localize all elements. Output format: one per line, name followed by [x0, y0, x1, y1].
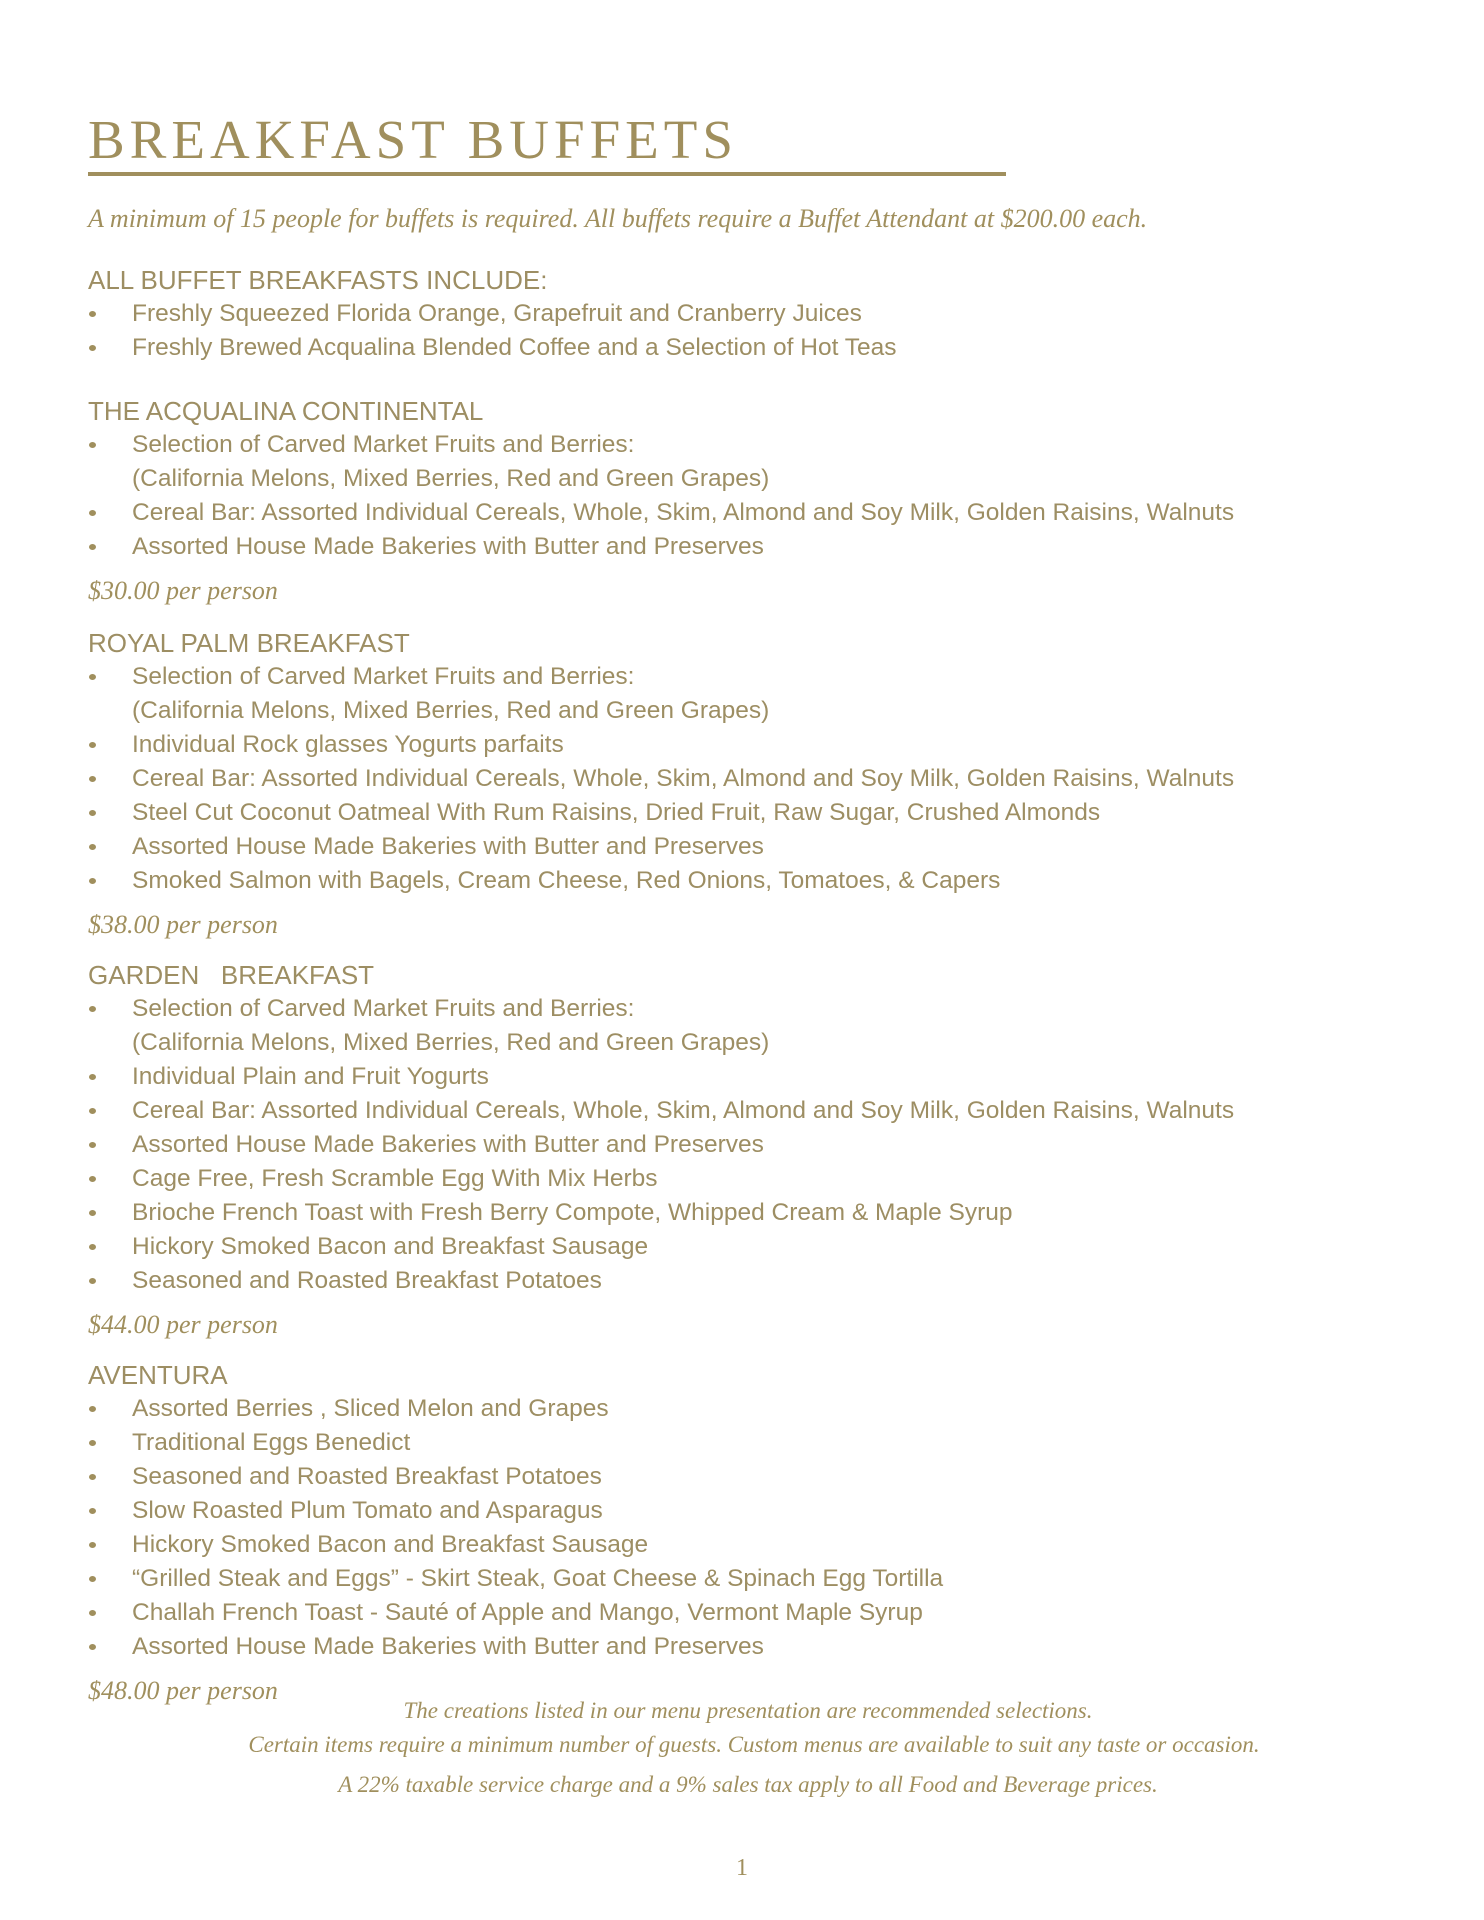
list-item: Challah French Toast - Sauté of Apple and Mango, Vermont Maple Syrup — [88, 1596, 1418, 1630]
bullet-icon — [89, 844, 96, 850]
list-item: Assorted House Made Bakeries with Butter and Preserves — [88, 530, 1418, 564]
bullet-icon — [89, 1176, 96, 1182]
list-item: Individual Plain and Fruit Yogurts — [88, 1060, 1418, 1094]
list-item: Cereal Bar: Assorted Individual Cereals, Whole, Skim, Almond and Soy Milk, Golden Raisins, Walnuts — [88, 496, 1418, 530]
continental-list — [88, 428, 1418, 564]
list-item: Cage Free, Fresh Scramble Egg With Mix Herbs — [88, 1162, 1418, 1196]
bullet-icon — [89, 1440, 96, 1446]
aventura-price: $48.00 per person — [88, 1676, 278, 1705]
list-item: Brioche French Toast with Fresh Berry Compote, Whipped Cream & Maple Syrup — [88, 1196, 1418, 1230]
bullet-icon — [89, 878, 96, 884]
garden-section — [88, 958, 1418, 1342]
list-item: Individual Rock glasses Yogurts parfaits — [88, 728, 1418, 762]
garden-heading: GARDEN BREAKFAST — [88, 960, 375, 990]
bullet-icon — [89, 311, 96, 317]
footer-line-3: A 22% taxable service charge and a 9% sales tax apply to all Food and Beverage prices. — [338, 1772, 1158, 1797]
list-item: Freshly Brewed Acqualina Blended Coffee and a Selection of Hot Teas — [88, 331, 1418, 365]
list-item: Freshly Squeezed Florida Orange, Grapefruit and Cranberry Juices — [88, 297, 1418, 331]
continental-section — [88, 394, 1418, 608]
bullet-icon — [89, 1278, 96, 1284]
bullet-icon — [89, 1074, 96, 1080]
royal-palm-list — [88, 660, 1418, 898]
bullet-icon — [89, 1610, 96, 1616]
aventura-section — [88, 1358, 1418, 1708]
list-item: Selection of Carved Market Fruits and Berries: (California Melons, Mixed Berries, Red and Green Grapes) — [88, 660, 1418, 728]
list-item: Cereal Bar: Assorted Individual Cereals, Whole, Skim, Almond and Soy Milk, Golden Raisins, Walnuts — [88, 1094, 1418, 1128]
list-item: Slow Roasted Plum Tomato and Asparagus — [88, 1494, 1418, 1528]
list-item: Seasoned and Roasted Breakfast Potatoes — [88, 1264, 1418, 1298]
royal-palm-price: $38.00 per person — [88, 910, 278, 939]
continental-heading: THE ACQUALINA CONTINENTAL — [88, 396, 484, 426]
bullet-icon — [89, 1108, 96, 1114]
intro-note: A minimum of 15 people for buffets is required. All buffets require a Buffet Attendant at $200.00 each. — [88, 204, 1148, 233]
list-item: “Grilled Steak and Eggs” - Skirt Steak, Goat Cheese & Spinach Egg Tortilla — [88, 1562, 1418, 1596]
bullet-icon — [89, 776, 96, 782]
includes-heading: ALL BUFFET BREAKFASTS INCLUDE: — [88, 265, 548, 295]
title-underline — [88, 108, 1006, 176]
bullet-icon — [89, 742, 96, 748]
bullet-icon — [89, 544, 96, 550]
list-item: Traditional Eggs Benedict — [88, 1426, 1418, 1460]
list-item: Assorted House Made Bakeries with Butter and Preserves — [88, 830, 1418, 864]
garden-price: $44.00 per person — [88, 1310, 278, 1339]
footer-notes — [0, 1694, 1484, 1802]
bullet-icon — [89, 1474, 96, 1480]
list-item: Steel Cut Coconut Oatmeal With Rum Raisins, Dried Fruit, Raw Sugar, Crushed Almonds — [88, 796, 1418, 830]
footer-line-1: The creations listed in our menu presentation are recommended selections. — [403, 1698, 1093, 1723]
bullet-icon — [89, 442, 96, 448]
royal-palm-section — [88, 626, 1418, 942]
list-item: Cereal Bar: Assorted Individual Cereals, Whole, Skim, Almond and Soy Milk, Golden Raisins, Walnuts — [88, 762, 1418, 796]
bullet-icon — [89, 1006, 96, 1012]
garden-list — [88, 992, 1418, 1298]
list-item: Hickory Smoked Bacon and Breakfast Sausage — [88, 1528, 1418, 1562]
bullet-icon — [89, 1210, 96, 1216]
list-item: Seasoned and Roasted Breakfast Potatoes — [88, 1460, 1418, 1494]
bullet-icon — [89, 510, 96, 516]
bullet-icon — [89, 674, 96, 680]
bullet-icon — [89, 1142, 96, 1148]
bullet-icon — [89, 1542, 96, 1548]
page-number: 1 — [736, 1855, 748, 1881]
list-item: Assorted House Made Bakeries with Butter and Preserves — [88, 1128, 1418, 1162]
list-item: Assorted Berries , Sliced Melon and Grapes — [88, 1392, 1418, 1426]
aventura-list — [88, 1392, 1418, 1664]
bullet-icon — [89, 1406, 96, 1412]
includes-section — [88, 263, 1418, 365]
continental-price: $30.00 per person — [88, 576, 278, 605]
bullet-icon — [89, 1508, 96, 1514]
bullet-icon — [89, 1644, 96, 1650]
bullet-icon — [89, 1244, 96, 1250]
page-title: BREAKFAST BUFFETS — [88, 109, 738, 170]
bullet-icon — [89, 345, 96, 351]
bullet-icon — [89, 1576, 96, 1582]
list-item: Hickory Smoked Bacon and Breakfast Sausage — [88, 1230, 1418, 1264]
footer-line-2: Certain items require a minimum number of guests. Custom menus are available to suit any taste or occasion. — [248, 1732, 1260, 1757]
list-item: Selection of Carved Market Fruits and Berries: (California Melons, Mixed Berries, Red and Green Grapes) — [88, 428, 1418, 496]
list-item: Smoked Salmon with Bagels, Cream Cheese, Red Onions, Tomatoes, & Capers — [88, 864, 1418, 898]
bullet-icon — [89, 810, 96, 816]
aventura-heading: AVENTURA — [88, 1360, 228, 1390]
royal-palm-heading: ROYAL PALM BREAKFAST — [88, 628, 410, 658]
includes-list — [88, 297, 1418, 365]
list-item: Assorted House Made Bakeries with Butter and Preserves — [88, 1630, 1418, 1664]
list-item: Selection of Carved Market Fruits and Berries: (California Melons, Mixed Berries, Red and Green Grapes) — [88, 992, 1418, 1060]
